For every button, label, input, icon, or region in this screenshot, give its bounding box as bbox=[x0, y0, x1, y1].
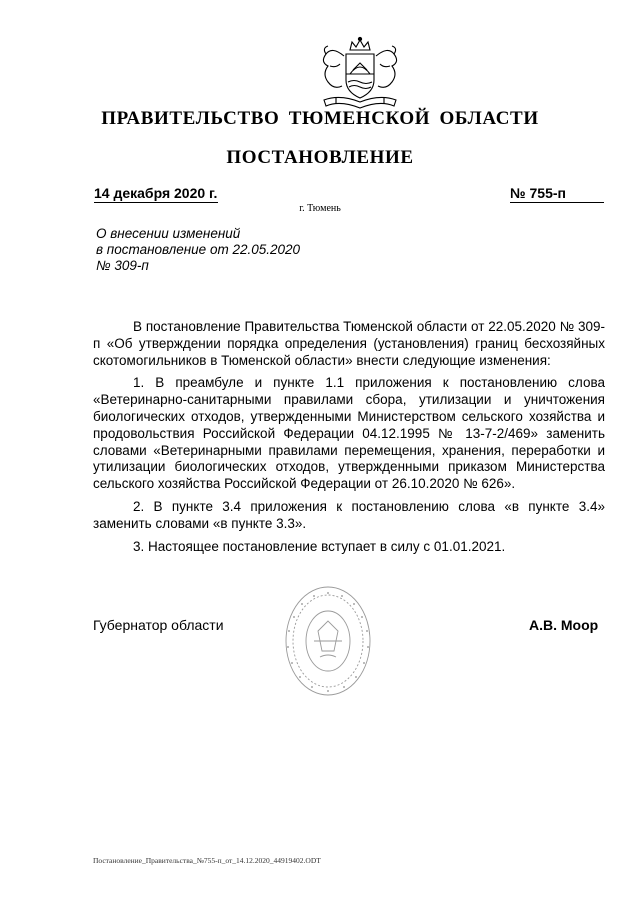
body-paragraph-3: 3. Настоящее постановление вступает в силу с 01.01.2021. bbox=[133, 538, 506, 554]
amendment-title-line: в постановление от 22.05.2020 bbox=[96, 242, 301, 257]
amendment-title-line: № 309-п bbox=[96, 258, 149, 273]
document-body bbox=[93, 319, 605, 561]
document-number: № 755-п bbox=[510, 185, 604, 203]
document-date: 14 декабря 2020 г. bbox=[94, 185, 218, 201]
signer-position: Губернатор области bbox=[93, 617, 224, 633]
document-type-heading: ПОСТАНОВЛЕНИЕ bbox=[226, 147, 414, 168]
body-paragraph-1: 1. В преамбуле и пункте 1.1 приложения к постановлению слова «Ветеринарно-санитарными правилами сбора, утилизации и уничтожения биологических отходов, утвержденными Министерством сельского хозяйства и продовольствия Российской Федерации 04.12.1995 № 13-7-2/469» заменить словами «Ветеринарными правилами перемещения, хранения, переработки и утилизации биологических отходов, утвержденными приказом Министерства сельского хозяйства Российской Федерации от 26.10.2020 № 626». bbox=[93, 375, 605, 492]
coat-of-arms-icon bbox=[310, 36, 410, 112]
amendment-title-line: О внесении изменений bbox=[96, 226, 241, 241]
amendment-title bbox=[96, 226, 356, 274]
body-paragraph-intro: В постановление Правительства Тюменской области от 22.05.2020 № 309-п «Об утверждении порядка определения (установления) границ бесхозяйных скотомогильников в Тюменской области» внести следующие изменения: bbox=[93, 319, 605, 368]
signer-name: А.В. Моор bbox=[529, 617, 599, 633]
footer-filename: Постановление_Правительства_№755-п_от_14.12.2020_44919402.ODT bbox=[93, 856, 321, 865]
document-place: г. Тюмень bbox=[299, 203, 341, 214]
organization-title: ПРАВИТЕЛЬСТВО ТЮМЕНСКОЙ ОБЛАСТИ bbox=[101, 108, 539, 129]
official-seal-icon bbox=[284, 585, 372, 697]
body-paragraph-2: 2. В пункте 3.4 приложения к постановлению слова «в пункте 3.4» заменить словами «в пункте 3.3». bbox=[93, 498, 605, 531]
